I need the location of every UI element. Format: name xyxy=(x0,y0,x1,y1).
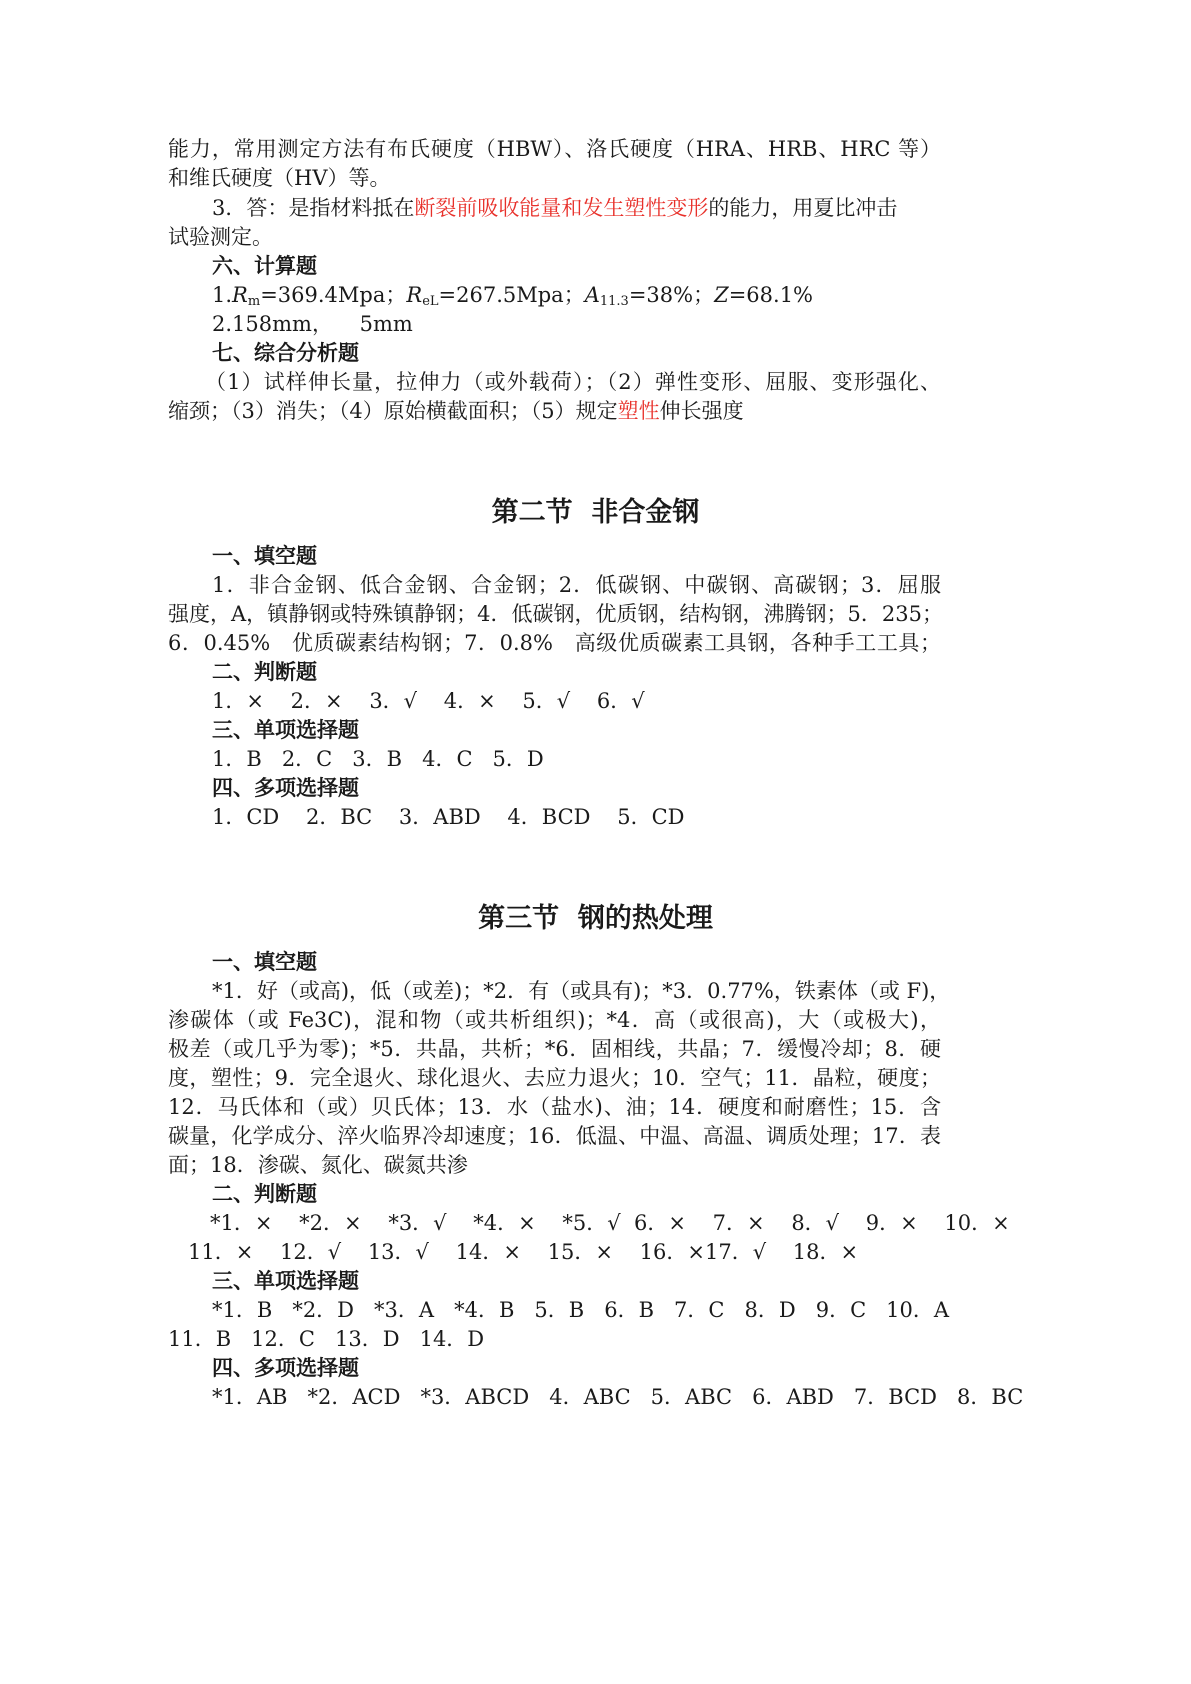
value: =38%； xyxy=(628,283,715,307)
judge-answers: 11．× 12．√ 13．√ 14．× 15．× 16．×17．√ 18．× xyxy=(188,1240,859,1264)
judge-heading: 二、判断题 xyxy=(212,1182,317,1206)
fill-heading: 一、填空题 xyxy=(212,950,317,974)
text-line: 度，塑性；9．完全退火、球化退火、去应力退火；10．空气；11．晶粒，硬度； xyxy=(168,1066,941,1090)
text-line xyxy=(168,396,744,426)
symbol: R xyxy=(232,283,248,307)
symbol: R xyxy=(406,283,423,307)
single-choice-answers: 1．B 2．C 3．B 4．C 5．D xyxy=(212,747,544,771)
text-fragment: 缩颈；（3）消失；（4）原始横截面积；（5）规定 xyxy=(168,399,618,423)
text-fragment: 伸长强度 xyxy=(659,399,744,423)
answer-3-prefix: 3．答：是指材料抵在 xyxy=(212,196,415,220)
multi-choice-answers: 1．CD 2．BC 3．ABD 4．BCD 5．CD xyxy=(212,805,685,829)
text-line: 能力，常用测定方法有布氏硬度（HBW）、洛氏硬度（HRA、HRB、HRC 等） xyxy=(168,137,941,161)
multi-choice-heading: 四、多项选择题 xyxy=(212,776,359,800)
single-choice-answers: 11．B 12．C 13．D 14．D xyxy=(168,1327,485,1351)
analysis-heading: 七、综合分析题 xyxy=(212,341,359,365)
text-line: 碳量，化学成分、淬火临界冷却速度；16．低温、中温、高温、调质处理；17．表 xyxy=(168,1124,941,1148)
section-title: 第三节 钢的热处理 xyxy=(478,903,713,934)
multi-choice-answers: *1．AB *2．ACD *3．ABCD 4．ABC 5．ABC 6．ABD 7．BCD 8．BC xyxy=(212,1385,1024,1409)
fill-heading: 一、填空题 xyxy=(212,544,317,568)
text-line: 面；18．渗碳、氮化、碳氮共渗 xyxy=(168,1153,468,1177)
subscript: m xyxy=(247,294,261,309)
value: =68.1% xyxy=(728,283,814,307)
subscript: eL xyxy=(422,294,439,309)
multi-choice-heading: 四、多项选择题 xyxy=(212,1356,359,1380)
text-line: 渗碳体（或 Fe3C)，混和物（或共析组织)；*4．高（或很高)，大（或极大)， xyxy=(168,1008,941,1032)
single-choice-heading: 三、单项选择题 xyxy=(212,1269,359,1293)
text-line: *1．好（或高)，低（或差)；*2．有（或具有)；*3．0.77%，铁素体（或 F)， xyxy=(212,979,951,1003)
judge-answers: 1．× 2．× 3．√ 4．× 5．√ 6．√ xyxy=(212,689,645,713)
judge-heading: 二、判断题 xyxy=(212,660,317,684)
symbol: A xyxy=(584,283,600,307)
calc-answer-2: 2.158mm， 5mm xyxy=(212,312,413,336)
text-line: 1．非合金钢、低合金钢、合金钢；2．低碳钢、中碳钢、高碳钢；3．屈服 xyxy=(212,573,941,597)
calc-answer-1 xyxy=(212,280,813,310)
answer-3-suffix: 的能力，用夏比冲击 xyxy=(708,196,898,220)
text-line: （1）试样伸长量，拉伸力（或外载荷）；（2）弹性变形、屈服、变形强化、 xyxy=(205,370,941,394)
text-line: 极差（或几乎为零)；*5．共晶，共析；*6．固相线，共晶；7．缓慢冷却；8．硬 xyxy=(168,1037,941,1061)
text-line: 强度，A，镇静钢或特殊镇静钢；4．低碳钢，优质钢，结构钢，沸腾钢；5．235； xyxy=(168,602,943,626)
text-line: 和维氏硬度（HV）等。 xyxy=(168,166,391,190)
text-line: 6．0.45% 优质碳素结构钢；7．0.8% 高级优质碳素工具钢，各种手工工具； xyxy=(168,631,941,655)
single-choice-answers: *1．B *2．D *3．A *4．B 5．B 6．B 7．C 8．D 9．C 10．A xyxy=(212,1298,950,1322)
value: =369.4Mpa； xyxy=(260,283,407,307)
judge-answers: *1．× *2．× *3．√ *4．× *5．√ 6．× 7．× 8．√ 9．× 10．× xyxy=(210,1211,1010,1235)
symbol: Z xyxy=(714,283,729,307)
value: =267.5Mpa； xyxy=(438,283,585,307)
answer-3-line xyxy=(212,193,897,223)
text-line: 试验测定。 xyxy=(168,225,273,249)
highlighted-text: 断裂前吸收能量和发生塑性变形 xyxy=(414,196,709,220)
highlighted-text: 塑性 xyxy=(617,399,660,423)
subscript: 11.3 xyxy=(599,294,629,309)
single-choice-heading: 三、单项选择题 xyxy=(212,718,359,742)
section-title: 第二节 非合金钢 xyxy=(491,497,700,528)
text-line: 12．马氏体和（或）贝氏体；13．水（盐水)、油；14．硬度和耐磨性；15．含 xyxy=(168,1095,941,1119)
calc-heading: 六、计算题 xyxy=(212,254,317,278)
item-number: 1. xyxy=(212,283,233,307)
